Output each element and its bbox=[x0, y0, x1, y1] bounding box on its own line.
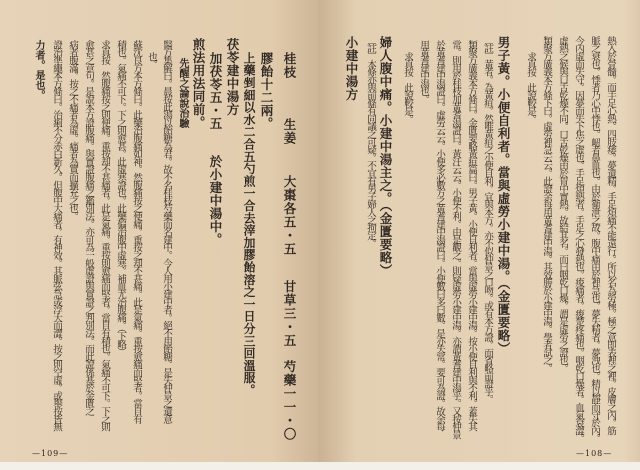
formula-ingredient: 生姜 bbox=[282, 118, 297, 145]
page-number: —108— bbox=[576, 449, 613, 458]
text-column: 煎法用法同前。 bbox=[191, 38, 206, 129]
text-column: 今內虛而失守。因夢而失下焦之虛也。手足煩熱者。手足之心發熱也。痠痛者。痠楚疼痛也。咽乾口燥者。血氣衰澀。 bbox=[573, 36, 584, 442]
formula-ingredient: 芍藥一一・〇 bbox=[282, 360, 297, 441]
text-column: 常。則用於桂枝加黃耆湯證曰。黃汗云云。小便不利。由是觀之。則疑虛勞小建中湯。亦謂黃耆建中湯乎。又按仲景 bbox=[450, 40, 461, 438]
text-column: 醫方集解曰。晨按此湯以飴糖為君。故不名桂枝芍藥而名建中。今人用小建中者。絕不用飴糖。是失仲景之遺意 bbox=[161, 40, 172, 423]
text-column: 也。 bbox=[146, 52, 157, 68]
formula-ingredient: 桂枝 bbox=[282, 52, 297, 79]
formula-title: 茯苓建中湯方 bbox=[225, 38, 240, 116]
right-page bbox=[318, 0, 640, 462]
text-column: 於小建中湯中。 bbox=[208, 155, 223, 246]
text-column: 求真按 此說較是。 bbox=[525, 52, 536, 123]
section-heading: 先醒之論說治驗 bbox=[177, 58, 188, 128]
text-column: 加茯苓五・五 bbox=[208, 52, 223, 130]
text-column: 求真按 然腹痛按之則便痛。重按却不甚痛者。此是氣痛。重按則愈痛而堅者。當自有積也。氣痛不可下。下之則 bbox=[99, 40, 110, 431]
text-column: 蘇沈良方本方條曰。此藥治腹痛如神。然腹痛按之便痛。重按之却不甚痛。此是氣痛。重按愈痛而堅者。當自有 bbox=[131, 40, 142, 423]
clause-heading: 婦人腹中痛。小建中湯主之。（金匱要略） bbox=[378, 36, 393, 277]
text-column: 〔註〕本條亦與前條有同議之可疑。不宜有男子婦人之拘定。 bbox=[365, 36, 376, 247]
text-column: 脈之衰也。悸者乃心中悸也。衄者鼻血也。由於衛泄之故。腹中痛由於裡急也。夢失精者。夢洩也。精以靜而守於內。 bbox=[589, 36, 600, 442]
text-column: 力者。是也。 bbox=[33, 40, 44, 100]
text-column: 〔註〕黃者。為黃疸。然唯黃疸之小便自利。宜與本方。亦不似仲景之口吻。或有本方證。而省略前證乎。 bbox=[482, 36, 493, 403]
text-column: 類聚方廣義本方條下曰。虛勞裡急云云。此證余每用黃耆建中湯。其效勝於小建中湯。學者試之。 bbox=[541, 36, 552, 372]
text-column: 類聚方廣義本方條曰。金匱要略黃疸篇曰。男子黃。小便自利者。當與虛勞小建中湯。按小便自利與不利。蓋失其 bbox=[466, 40, 477, 431]
text-column: 上藥剉細以水二合五勺煎一合去滓加膠飴溶之一日分三回溫服。 bbox=[242, 52, 256, 397]
formula-ingredient: 大棗各五・五 bbox=[282, 175, 297, 256]
text-column: 虛熱之候與口舌乾燥不同。口舌乾燥由於胃中實熱。故給其名。而曰咽乾口燥。謂是虛勞之證也。 bbox=[557, 36, 568, 372]
text-column: 積也。氣痛不可下。下之則愈甚。此虛寒證也。此藥偏治腹中虛寒。補血尤治腹痛。（下略） bbox=[115, 40, 126, 356]
formula-ingredient: 甘草三・五 bbox=[282, 280, 297, 348]
text-column: 求真按 此說較是。 bbox=[402, 52, 413, 123]
text-column: 用黃耆建中湯也。 bbox=[418, 40, 429, 103]
text-column: 於黃耆建中湯證曰。虛勞云云。小便多必數方之黃耆建中湯證曰。小便數曰多曰數。是亦失常。要可為證。故余每 bbox=[434, 40, 445, 431]
text-column: 愈甚之章句。是說本方證腹痛。與實證腹痛之鑑別法。亦可為一般虛證與實證之判別法。而此說係基於金匱之 bbox=[83, 40, 94, 415]
text-column: 病者腹滿。按之不痛者為虛。痛者為實而擴充之也。 bbox=[67, 40, 78, 220]
clause-heading: 男子黃。小便自利者。當與虛勞小建中湯。（金匱要略） bbox=[496, 36, 511, 355]
text-column: 證治準繩本方條曰。治痢不分赤白新久。但腹中大痛者。有神效。其脈弦急或浮大而澀。按之則空虛。或舉按皆無 bbox=[51, 40, 62, 431]
left-page bbox=[0, 0, 318, 462]
text-column: 膠飴十二兩。 bbox=[259, 52, 274, 130]
page-number: —109— bbox=[32, 449, 69, 458]
text-column: 熱入於骨髓。而手足心熱。四肢痿。夢遺精。手足煩痛不能遠行。所以名為勞極。極之意即表裡之裡。皮膚之內。筋 bbox=[605, 36, 616, 434]
formula-title: 小建中湯方 bbox=[344, 36, 359, 101]
